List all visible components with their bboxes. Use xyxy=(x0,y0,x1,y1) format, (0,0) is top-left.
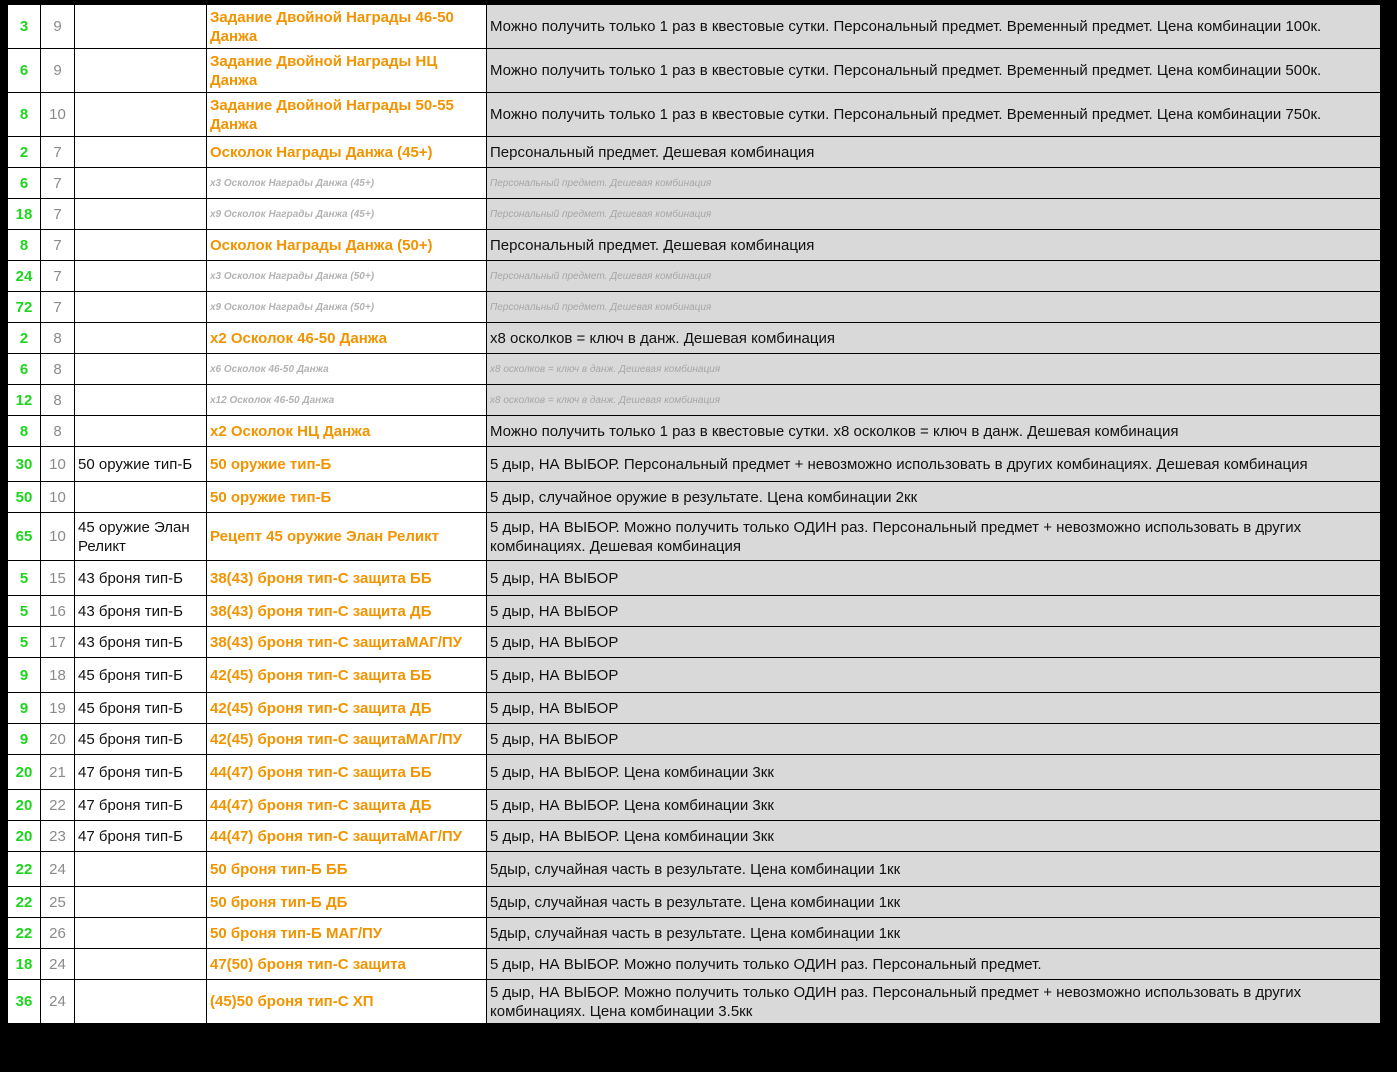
description-cell[interactable]: 5 дыр, НА ВЫБОР. Цена комбинации 3кк xyxy=(487,821,1381,852)
item-name-cell[interactable]: 38(43) броня тип-С защита ДБ xyxy=(207,596,487,627)
count-cell[interactable]: 22 xyxy=(8,887,41,918)
source-cell[interactable] xyxy=(75,949,207,980)
source-cell[interactable] xyxy=(75,261,207,292)
table-row xyxy=(8,261,1381,292)
table-row xyxy=(8,724,1381,755)
level-cell[interactable]: 10 xyxy=(41,482,75,513)
table-row xyxy=(8,354,1381,385)
count-cell[interactable]: 18 xyxy=(8,949,41,980)
description-cell[interactable]: 5 дыр, НА ВЫБОР. Персональный предмет + невозможно использовать в других комбинациях. Дешевая комбинация xyxy=(487,447,1381,482)
level-cell[interactable]: 10 xyxy=(41,447,75,482)
table-row xyxy=(8,755,1381,790)
source-cell[interactable] xyxy=(75,918,207,949)
count-cell[interactable]: 6 xyxy=(8,354,41,385)
count-cell[interactable]: 8 xyxy=(8,230,41,261)
level-cell[interactable]: 17 xyxy=(41,627,75,658)
description-cell[interactable]: 5 дыр, НА ВЫБОР xyxy=(487,724,1381,755)
level-cell[interactable]: 7 xyxy=(41,168,75,199)
item-name-cell[interactable]: 44(47) броня тип-С защита ДБ xyxy=(207,790,487,821)
item-name-cell[interactable]: Задание Двойной Награды 50-55 Данжа xyxy=(207,93,487,137)
item-name-cell[interactable]: x3 Осколок Награды Данжа (45+) xyxy=(207,168,487,199)
source-cell[interactable] xyxy=(75,5,207,49)
description-cell[interactable]: Можно получить только 1 раз в квестовые сутки. Персональный предмет. Временный предмет. Цена комбинации 100к. xyxy=(487,5,1381,49)
description-cell[interactable]: Персональный предмет. Дешевая комбинация xyxy=(487,199,1381,230)
item-name-cell[interactable]: 47(50) броня тип-С защита xyxy=(207,949,487,980)
table-row xyxy=(8,49,1381,93)
table-row xyxy=(8,137,1381,168)
level-cell[interactable]: 9 xyxy=(41,5,75,49)
item-name-cell[interactable]: x9 Осколок Награды Данжа (50+) xyxy=(207,292,487,323)
level-cell[interactable]: 10 xyxy=(41,93,75,137)
table-row xyxy=(8,821,1381,852)
level-cell[interactable]: 26 xyxy=(41,918,75,949)
count-cell[interactable]: 30 xyxy=(8,447,41,482)
description-cell[interactable]: Можно получить только 1 раз в квестовые сутки. Персональный предмет. Временный предмет. Цена комбинации 750к. xyxy=(487,93,1381,137)
description-cell[interactable]: 5 дыр, НА ВЫБОР. Можно получить только ОДИН раз. Персональный предмет + невозможно использовать в других комбинациях. Цена комбинации 3.5кк xyxy=(487,980,1381,1024)
count-cell[interactable]: 6 xyxy=(8,49,41,93)
count-cell[interactable]: 20 xyxy=(8,790,41,821)
level-cell[interactable]: 8 xyxy=(41,323,75,354)
count-cell[interactable]: 72 xyxy=(8,292,41,323)
description-cell[interactable]: 5 дыр, случайное оружие в результате. Цена комбинации 2кк xyxy=(487,482,1381,513)
count-cell[interactable]: 5 xyxy=(8,627,41,658)
item-name-cell[interactable]: 50 оружие тип-Б xyxy=(207,482,487,513)
source-cell[interactable] xyxy=(75,323,207,354)
source-cell[interactable] xyxy=(75,199,207,230)
description-cell[interactable]: 5дыр, случайная часть в результате. Цена комбинации 1кк xyxy=(487,918,1381,949)
level-cell[interactable]: 21 xyxy=(41,755,75,790)
description-cell[interactable]: 5 дыр, НА ВЫБОР. Можно получить только ОДИН раз. Персональный предмет. xyxy=(487,949,1381,980)
table-row xyxy=(8,627,1381,658)
level-cell[interactable]: 19 xyxy=(41,693,75,724)
count-cell[interactable]: 50 xyxy=(8,482,41,513)
table-row xyxy=(8,887,1381,918)
table-row xyxy=(8,292,1381,323)
level-cell[interactable]: 20 xyxy=(41,724,75,755)
count-cell[interactable]: 8 xyxy=(8,93,41,137)
item-name-cell[interactable]: 38(43) броня тип-С защитаМАГ/ПУ xyxy=(207,627,487,658)
count-cell[interactable]: 9 xyxy=(8,693,41,724)
count-cell[interactable]: 3 xyxy=(8,5,41,49)
count-cell[interactable]: 65 xyxy=(8,513,41,561)
level-cell[interactable]: 23 xyxy=(41,821,75,852)
level-cell[interactable]: 10 xyxy=(41,513,75,561)
level-cell[interactable]: 24 xyxy=(41,852,75,887)
count-cell[interactable]: 5 xyxy=(8,596,41,627)
count-cell[interactable]: 22 xyxy=(8,852,41,887)
item-name-cell[interactable]: (45)50 броня тип-С ХП xyxy=(207,980,487,1024)
count-cell[interactable]: 6 xyxy=(8,168,41,199)
source-cell[interactable] xyxy=(75,354,207,385)
item-name-cell[interactable]: x12 Осколок 46-50 Данжа xyxy=(207,385,487,416)
table-row xyxy=(8,199,1381,230)
table-row xyxy=(8,980,1381,1024)
description-cell[interactable]: Персональный предмет. Дешевая комбинация xyxy=(487,261,1381,292)
count-cell[interactable]: 2 xyxy=(8,137,41,168)
table-row xyxy=(8,596,1381,627)
level-cell[interactable]: 7 xyxy=(41,199,75,230)
source-cell[interactable] xyxy=(75,168,207,199)
item-name-cell[interactable]: x6 Осколок 46-50 Данжа xyxy=(207,354,487,385)
source-cell[interactable]: 47 броня тип-Б xyxy=(75,790,207,821)
table-row xyxy=(8,168,1381,199)
source-cell[interactable]: 45 броня тип-Б xyxy=(75,724,207,755)
table-row xyxy=(8,561,1381,596)
count-cell[interactable]: 9 xyxy=(8,658,41,693)
description-cell[interactable]: 5 дыр, НА ВЫБОР. Цена комбинации 3кк xyxy=(487,755,1381,790)
item-name-cell[interactable]: Осколок Награды Данжа (50+) xyxy=(207,230,487,261)
item-name-cell[interactable]: 44(47) броня тип-С защитаМАГ/ПУ xyxy=(207,821,487,852)
item-name-cell[interactable]: Задание Двойной Награды 46-50 Данжа xyxy=(207,5,487,49)
level-cell[interactable]: 8 xyxy=(41,354,75,385)
table-row xyxy=(8,513,1381,561)
item-name-cell[interactable]: 50 броня тип-Б МАГ/ПУ xyxy=(207,918,487,949)
level-cell[interactable]: 25 xyxy=(41,887,75,918)
table-row xyxy=(8,852,1381,887)
count-cell[interactable]: 9 xyxy=(8,724,41,755)
table-row xyxy=(8,482,1381,513)
description-cell[interactable]: 5 дыр, НА ВЫБОР xyxy=(487,658,1381,693)
source-cell[interactable]: 43 броня тип-Б xyxy=(75,561,207,596)
source-cell[interactable] xyxy=(75,416,207,447)
source-cell[interactable]: 50 оружие тип-Б xyxy=(75,447,207,482)
table-row xyxy=(8,447,1381,482)
description-cell[interactable]: Персональный предмет. Дешевая комбинация xyxy=(487,230,1381,261)
description-cell[interactable]: 5дыр, случайная часть в результате. Цена комбинации 1кк xyxy=(487,887,1381,918)
source-cell[interactable]: 45 броня тип-Б xyxy=(75,658,207,693)
level-cell[interactable]: 7 xyxy=(41,292,75,323)
table-row xyxy=(8,230,1381,261)
description-cell[interactable]: 5 дыр, НА ВЫБОР. Цена комбинации 3кк xyxy=(487,790,1381,821)
level-cell[interactable]: 9 xyxy=(41,49,75,93)
item-name-cell[interactable]: 50 броня тип-Б ДБ xyxy=(207,887,487,918)
source-cell[interactable] xyxy=(75,385,207,416)
level-cell[interactable]: 8 xyxy=(41,416,75,447)
level-cell[interactable]: 22 xyxy=(41,790,75,821)
count-cell[interactable]: 36 xyxy=(8,980,41,1024)
description-cell[interactable]: x8 осколков = ключ в данж. Дешевая комбинация xyxy=(487,323,1381,354)
table-row xyxy=(8,693,1381,724)
item-name-cell[interactable]: 50 оружие тип-Б xyxy=(207,447,487,482)
source-cell[interactable]: 43 броня тип-Б xyxy=(75,627,207,658)
level-cell[interactable]: 15 xyxy=(41,561,75,596)
item-name-cell[interactable]: 42(45) броня тип-С защитаМАГ/ПУ xyxy=(207,724,487,755)
source-cell[interactable] xyxy=(75,852,207,887)
table-row xyxy=(8,5,1381,49)
item-name-cell[interactable]: Осколок Награды Данжа (45+) xyxy=(207,137,487,168)
item-name-cell[interactable]: Задание Двойной Награды НЦ Данжа xyxy=(207,49,487,93)
source-cell[interactable] xyxy=(75,230,207,261)
count-cell[interactable]: 20 xyxy=(8,755,41,790)
level-cell[interactable]: 7 xyxy=(41,230,75,261)
level-cell[interactable]: 7 xyxy=(41,261,75,292)
description-cell[interactable]: Персональный предмет. Дешевая комбинация xyxy=(487,292,1381,323)
count-cell[interactable]: 2 xyxy=(8,323,41,354)
description-cell[interactable]: 5 дыр, НА ВЫБОР xyxy=(487,627,1381,658)
item-name-cell[interactable]: 50 броня тип-Б ББ xyxy=(207,852,487,887)
item-name-cell[interactable]: Рецепт 45 оружие Элан Реликт xyxy=(207,513,487,561)
table-row xyxy=(8,658,1381,693)
source-cell[interactable]: 47 броня тип-Б xyxy=(75,755,207,790)
source-cell[interactable]: 47 броня тип-Б xyxy=(75,821,207,852)
description-cell[interactable]: Персональный предмет. Дешевая комбинация xyxy=(487,168,1381,199)
description-cell[interactable]: 5 дыр, НА ВЫБОР xyxy=(487,561,1381,596)
item-name-cell[interactable]: 38(43) броня тип-С защита ББ xyxy=(207,561,487,596)
description-cell[interactable]: Персональный предмет. Дешевая комбинация xyxy=(487,137,1381,168)
description-cell[interactable]: Можно получить только 1 раз в квестовые сутки. Персональный предмет. Временный предмет. Цена комбинации 500к. xyxy=(487,49,1381,93)
source-cell[interactable] xyxy=(75,887,207,918)
count-cell[interactable]: 5 xyxy=(8,561,41,596)
count-cell[interactable]: 24 xyxy=(8,261,41,292)
description-cell[interactable]: 5дыр, случайная часть в результате. Цена комбинации 1кк xyxy=(487,852,1381,887)
table-row xyxy=(8,385,1381,416)
level-cell[interactable]: 24 xyxy=(41,949,75,980)
level-cell[interactable]: 7 xyxy=(41,137,75,168)
table-row xyxy=(8,949,1381,980)
source-cell[interactable] xyxy=(75,93,207,137)
crafting-table xyxy=(7,4,1381,1024)
item-name-cell[interactable]: 44(47) броня тип-С защита ББ xyxy=(207,755,487,790)
item-name-cell[interactable]: x9 Осколок Награды Данжа (45+) xyxy=(207,199,487,230)
description-cell[interactable]: Можно получить только 1 раз в квестовые сутки. x8 осколков = ключ в данж. Дешевая комбинация xyxy=(487,416,1381,447)
description-cell[interactable]: x8 осколков = ключ в данж. Дешевая комбинация xyxy=(487,385,1381,416)
count-cell[interactable]: 8 xyxy=(8,416,41,447)
item-name-cell[interactable]: x2 Осколок НЦ Данжа xyxy=(207,416,487,447)
table-row xyxy=(8,790,1381,821)
count-cell[interactable]: 20 xyxy=(8,821,41,852)
level-cell[interactable]: 8 xyxy=(41,385,75,416)
table-row xyxy=(8,323,1381,354)
item-name-cell[interactable]: x3 Осколок Награды Данжа (50+) xyxy=(207,261,487,292)
table-row xyxy=(8,416,1381,447)
level-cell[interactable]: 18 xyxy=(41,658,75,693)
count-cell[interactable]: 12 xyxy=(8,385,41,416)
source-cell[interactable]: 43 броня тип-Б xyxy=(75,596,207,627)
count-cell[interactable]: 18 xyxy=(8,199,41,230)
description-cell[interactable]: 5 дыр, НА ВЫБОР. Можно получить только ОДИН раз. Персональный предмет + невозможно использовать в других комбинациях. Дешевая комбинация xyxy=(487,513,1381,561)
table-row xyxy=(8,93,1381,137)
count-cell[interactable]: 22 xyxy=(8,918,41,949)
description-cell[interactable]: 5 дыр, НА ВЫБОР xyxy=(487,693,1381,724)
source-cell[interactable] xyxy=(75,980,207,1024)
item-name-cell[interactable]: 42(45) броня тип-С защита ДБ xyxy=(207,693,487,724)
source-cell[interactable] xyxy=(75,137,207,168)
source-cell[interactable] xyxy=(75,49,207,93)
item-name-cell[interactable]: 42(45) броня тип-С защита ББ xyxy=(207,658,487,693)
source-cell[interactable]: 45 оружие Элан Реликт xyxy=(75,513,207,561)
level-cell[interactable]: 16 xyxy=(41,596,75,627)
description-cell[interactable]: x8 осколков = ключ в данж. Дешевая комбинация xyxy=(487,354,1381,385)
level-cell[interactable]: 24 xyxy=(41,980,75,1024)
description-cell[interactable]: 5 дыр, НА ВЫБОР xyxy=(487,596,1381,627)
table-row xyxy=(8,918,1381,949)
source-cell[interactable]: 45 броня тип-Б xyxy=(75,693,207,724)
source-cell[interactable] xyxy=(75,482,207,513)
source-cell[interactable] xyxy=(75,292,207,323)
item-name-cell[interactable]: x2 Осколок 46-50 Данжа xyxy=(207,323,487,354)
